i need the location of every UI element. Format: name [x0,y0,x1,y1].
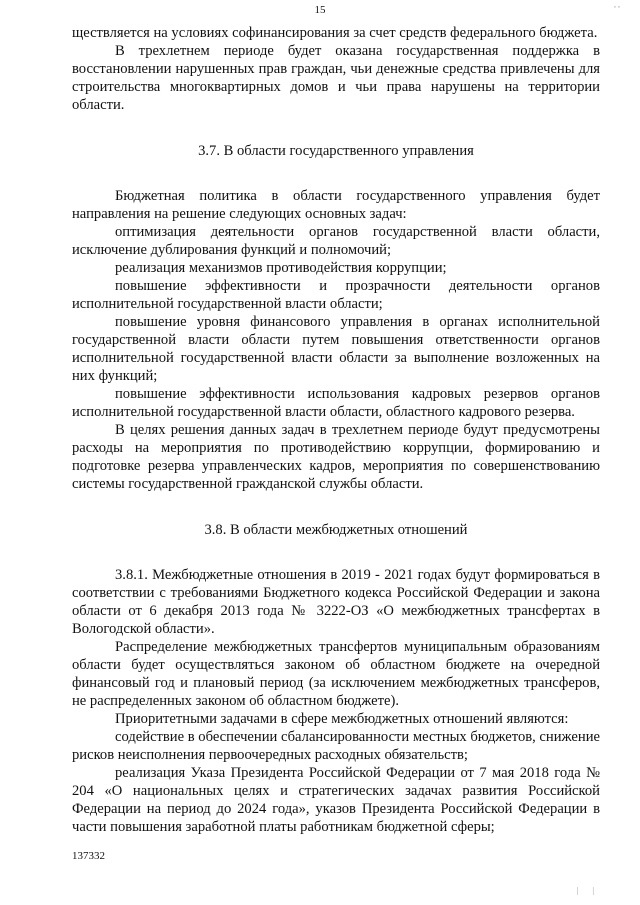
document-code: 137332 [72,850,105,862]
section-heading-3-7: 3.7. В области государственного управления [198,143,474,159]
section-heading-3-8: 3.8. В области межбюджетных отношений [204,522,468,538]
scan-artifact: | | [576,886,600,895]
paragraph: Приоритетными задачами в сфере межбюджетных отношений являются: [115,711,569,727]
list-item: повышение уровня финансового управления в органах исполнительной государственной власти области путем повышения ответственности органов исполнительной государственной власти области за выполнение возложенных на них функций; [72,314,600,384]
paragraph: Бюджетная политика в области государственного управления будет направления на решение следующих основных задач: [72,188,600,222]
paragraph: 3.8.1. Межбюджетные отношения в 2019 - 2021 годах будут формироваться в соответствии с требованиями Бюджетного кодекса Российской Федерации и закона области от 6 декабря 2013 года № 3222-ОЗ «О межбюджетных трансфертах в Вологодской области». [72,567,600,637]
page-number: 15 [314,4,326,16]
list-item: повышение эффективности и прозрачности деятельности органов исполнительной государственной власти области; [72,278,600,312]
paragraph: Распределение межбюджетных трансфертов муниципальным образованиям области будет осуществляться законом об областном бюджете на очередной финансовый год и плановый период (за исключением межбюджетных трансферов, не распределенных законом об областном бюджете). [72,639,600,709]
list-item: реализация Указа Президента Российской Федерации от 7 мая 2018 года № 204 «О национальных целях и стратегических задачах развития Российской Федерации на период до 2024 года», указов Президента Российской Федерации в части повышения заработной платы работникам бюджетной сферы; [72,765,600,835]
list-item: оптимизация деятельности органов государственной власти области, исключение дублирования функций и полномочий; [72,224,600,258]
paragraph: ществляется на условиях софинансирования за счет средств федерального бюджета. [72,25,598,41]
list-item: содействие в обеспечении сбалансированности местных бюджетов, снижение рисков неисполнения первоочередных расходных обязательств; [72,729,600,763]
paragraph: В трехлетнем периоде будет оказана государственная поддержка в восстановлении нарушенных прав граждан, чьи денежные средства привлечены для строительства многоквартирных домов и чьи права нарушены на территории области. [72,43,600,113]
list-item: реализация механизмов противодействия коррупции; [115,260,447,276]
page-body [72,24,600,836]
paragraph: В целях решения данных задач в трехлетнем периоде будут предусмотрены расходы на мероприятия по противодействию коррупции, формированию и подготовке резерва управленческих кадров, мероприятия по совершенствованию системы государственной гражданской службы области. [72,422,600,492]
scan-artifact: , , [614,0,620,9]
list-item: повышение эффективности использования кадровых резервов органов исполнительной государственной власти области, областного кадрового резерва. [72,386,600,420]
